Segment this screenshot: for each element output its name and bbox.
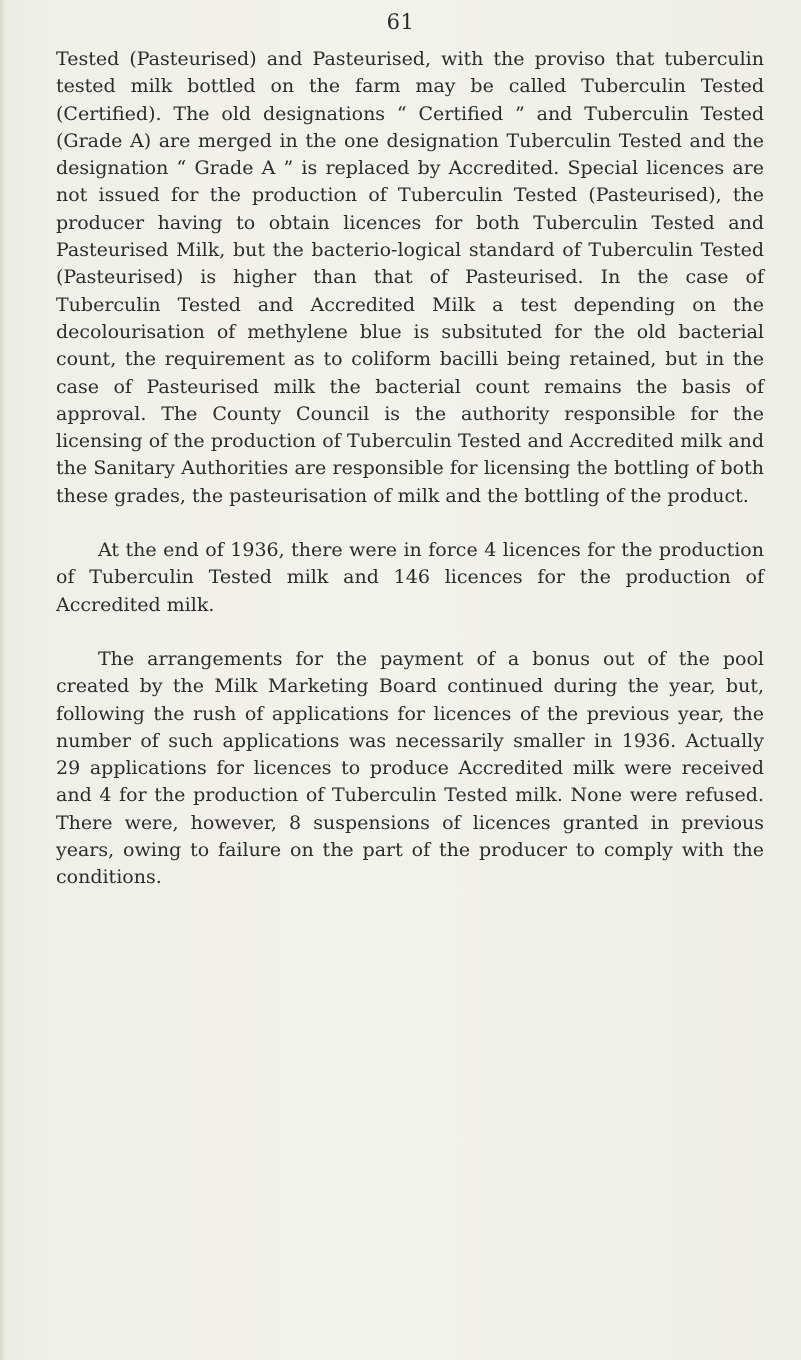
page-number: 61 — [386, 10, 415, 34]
paragraph-licences-in-force: At the end of 1936, there were in force 4 licences for the production of Tuberculin Tested milk and 146 licences for the production of Accredited milk. — [56, 539, 764, 616]
paragraph-bonus-arrangements: The arrangements for the payment of a bonus out of the pool created by the Milk Marketing Board continued during the year, but, following the rush of applications for licences of the previous year, the number of such applications was necessarily smaller in 1936. Actually 29 applications for licences to produce Accredited milk were received and 4 for the production of Tuberculin Tested milk. None were refused. There were, however, 8 suspensions of licences granted in previous years, owing to failure on the part of the producer to comply with the conditions. — [56, 647, 764, 889]
body-text — [56, 46, 764, 919]
page-edge-shadow — [0, 0, 6, 1360]
paragraph-licensing-designations: Tested (Pasteurised) and Pasteurised, with the proviso that tuberculin tested milk bottled on the farm may be called Tuberculin Tested (Certified). The old designations “ Certified ” and Tuberculin Tested (Grade A) are merged in the one designation Tuberculin Tested and the designation “ Grade A ” is replaced by Accredited. Special licences are not issued for the production of Tuberculin Tested (Pasteurised), the producer having to obtain licences for both Tuberculin Tested and Pasteurised Milk, but the bacterio-logical standard of Tuberculin Tested (Pasteurised) is higher than that of Pasteurised. In the case of Tuberculin Tested and Accredited Milk a test depending on the decolourisation of methylene blue is subsituted for the old bacterial count, the requirement as to coliform bacilli being retained, but in the case of Pasteurised milk the bacterial count remains the basis of approval. The County Council is the authority responsible for the licensing of the production of Tuberculin Tested and Accredited milk and the Sanitary Authorities are responsible for licensing the bottling of both these grades, the pasteurisation of milk and the bottling of the product. — [56, 48, 764, 507]
